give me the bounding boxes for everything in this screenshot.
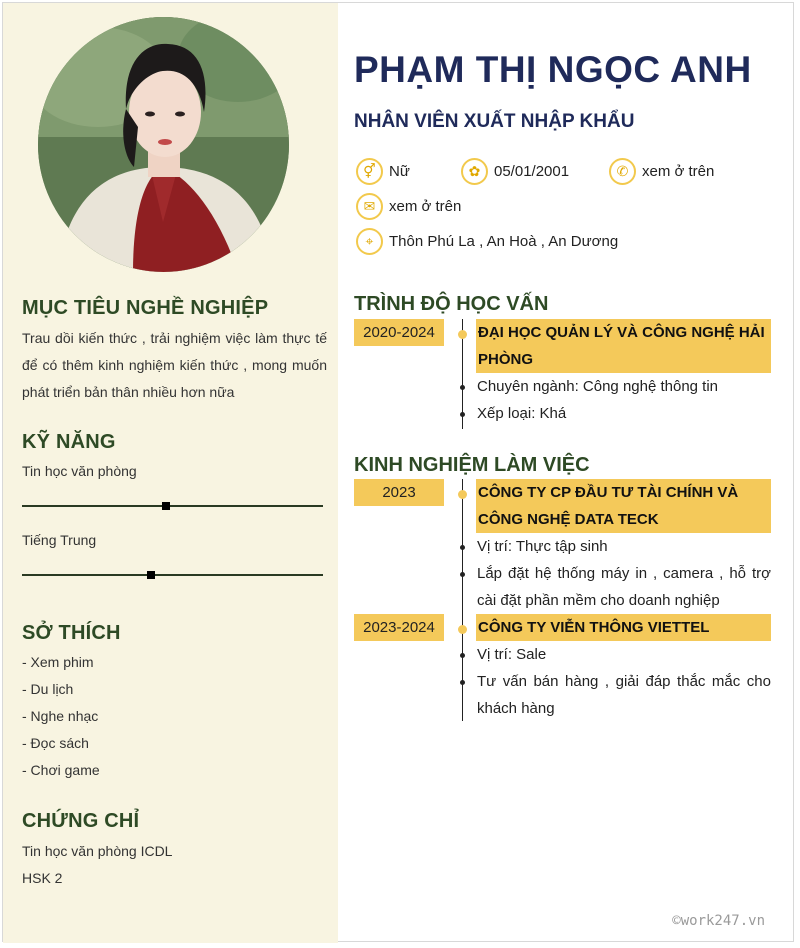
email-value: xem ở trên (389, 198, 462, 215)
hobby-item: - Du lịch (22, 681, 74, 697)
job-year: 2023 (354, 479, 444, 506)
gender-info (356, 158, 410, 185)
gender-icon: ⚥ (356, 158, 383, 185)
hobbies-title: SỞ THÍCH (22, 622, 121, 644)
cake-icon: ✿ (461, 158, 488, 185)
hobby-item: - Nghe nhạc (22, 708, 99, 724)
timeline-dot (458, 330, 467, 339)
skill-level-marker (147, 571, 155, 579)
address-info (356, 228, 618, 255)
job-title: NHÂN VIÊN XUẤT NHẬP KHẨU (354, 111, 635, 132)
education-detail: Chuyên ngành: Công nghệ thông tin (477, 378, 719, 395)
phone-info (609, 158, 714, 185)
skill-name: Tiếng Trung (22, 532, 97, 548)
mail-icon: ✉ (356, 193, 383, 220)
education-title: TRÌNH ĐỘ HỌC VẤN (354, 293, 549, 315)
skill-name: Tin học văn phòng (22, 463, 137, 479)
phone-value: xem ở trên (642, 163, 715, 180)
hobby-item: - Chơi game (22, 762, 100, 778)
cv-page (2, 2, 794, 942)
hobby-item: - Đọc sách (22, 735, 89, 751)
job-detail: Tư vấn bán hàng , giải đáp thắc mắc cho khách hàng (477, 673, 771, 717)
timeline-dot (458, 490, 467, 499)
bullet-dot (460, 653, 465, 658)
email-info (356, 193, 461, 220)
company-name: CÔNG TY CP ĐẦU TƯ TÀI CHÍNH VÀ CÔNG NGHỆ DATA TECK (476, 479, 771, 533)
full-name: PHẠM THỊ NGỌC ANH (354, 49, 752, 90)
skill-level-marker (162, 502, 170, 510)
cert-item: Tin học văn phòng ICDL (22, 843, 173, 859)
bullet-dot (460, 545, 465, 550)
birthday-value: 05/01/2001 (494, 163, 570, 180)
bullet-dot (460, 385, 465, 390)
watermark-footer: ©work247.vn (672, 913, 765, 929)
objective-title: MỤC TIÊU NGHỀ NGHIỆP (22, 297, 269, 319)
certs-title: CHỨNG CHỈ (22, 810, 140, 832)
job-detail: Vị trí: Thực tập sinh (477, 538, 608, 555)
bullet-dot (460, 572, 465, 577)
birthday-info (461, 158, 569, 185)
bullet-dot (460, 412, 465, 417)
address-value: Thôn Phú La , An Hoà , An Dương (389, 233, 619, 250)
skill-bar (22, 574, 323, 576)
experience-title: KINH NGHIỆM LÀM VIỆC (354, 454, 590, 476)
map-pin-icon: ⌖ (356, 228, 383, 255)
skill-bar (22, 505, 323, 507)
avatar-photo (38, 17, 289, 272)
job-year: 2023-2024 (354, 614, 444, 641)
cert-item: HSK 2 (22, 870, 63, 886)
phone-icon: ✆ (609, 158, 636, 185)
education-year: 2020-2024 (354, 319, 444, 346)
objective-text: Trau dồi kiến thức , trải nghiệm việc làm thực tế để có thêm kinh nghiệm kiến thức , mong muốn phát triển bản thân nhiều hơn nữa (22, 330, 327, 400)
company-name: CÔNG TY VIỄN THÔNG VIETTEL (476, 614, 771, 641)
bullet-dot (460, 680, 465, 685)
job-detail: Lắp đặt hệ thống máy in , camera , hỗ trợ cài đặt phần mềm cho doanh nghiệp (477, 565, 771, 609)
sidebar (3, 3, 338, 943)
timeline-dot (458, 625, 467, 634)
school-name: ĐẠI HỌC QUẢN LÝ VÀ CÔNG NGHỆ HẢI PHÒNG (476, 319, 771, 373)
gender-value: Nữ (389, 163, 410, 180)
skills-title: KỸ NĂNG (22, 431, 116, 453)
education-detail: Xếp loại: Khá (477, 405, 567, 422)
hobby-item: - Xem phim (22, 654, 94, 670)
job-detail: Vị trí: Sale (477, 646, 547, 663)
